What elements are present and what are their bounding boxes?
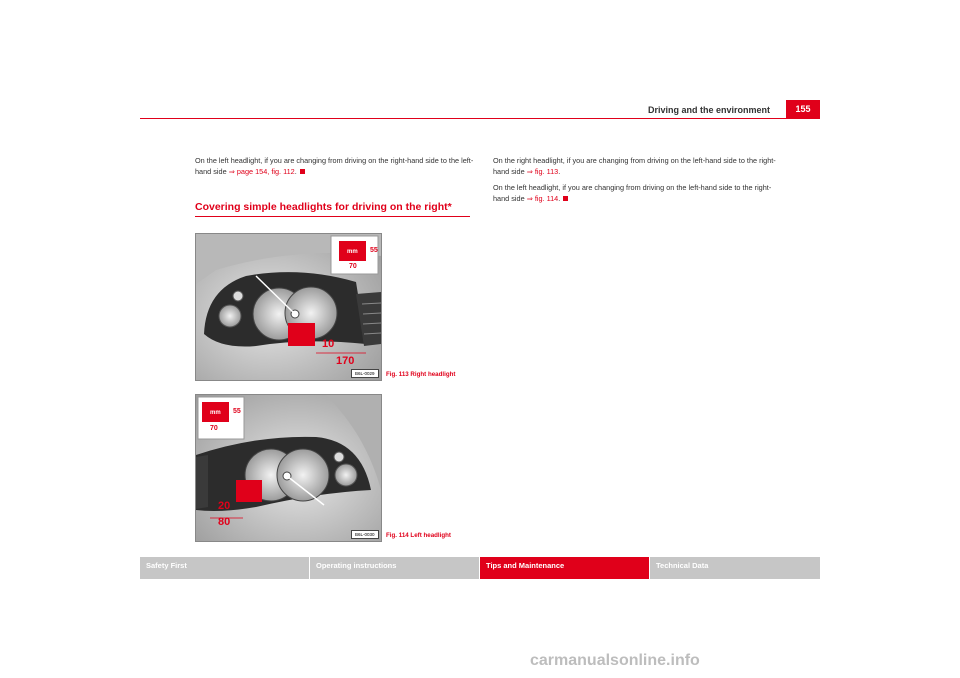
arrow-icon: ⇒ (228, 167, 235, 176)
link-fig-114[interactable]: fig. 114 (532, 194, 559, 203)
dim-small-label: 20 (218, 500, 231, 512)
figure-right-headlight (195, 233, 382, 381)
dim-large-label: 80 (218, 516, 231, 528)
section-heading: Covering simple headlights for driving on the right* (195, 201, 470, 217)
dim-mm-label: mm (347, 249, 358, 255)
page-number: 155 (786, 100, 820, 118)
para2-end: . (558, 194, 561, 203)
intro-text: On the left headlight, if you are changing from driving on the right-hand side to the left-hand side (195, 156, 474, 176)
tab-safety-first[interactable]: Safety First (140, 557, 309, 579)
para1-end: . (558, 167, 561, 176)
tab-tips-and-maintenance[interactable]: Tips and Maintenance (480, 557, 649, 579)
figure-caption-113: Fig. 113 Right headlight (386, 371, 456, 378)
figure-code: B6L-0030 (351, 530, 379, 539)
dim-55-label: 55 (370, 247, 378, 254)
tab-technical-data[interactable]: Technical Data (650, 557, 820, 579)
arrow-icon: ⇒ (526, 167, 533, 176)
page-header-title: Driving and the environment (647, 105, 770, 115)
figure-caption-114: Fig. 114 Left headlight (386, 532, 451, 539)
dim-large-label: 170 (336, 355, 355, 367)
left-intro-paragraph (195, 155, 475, 177)
watermark-text: carmanualsonline.info (530, 652, 700, 669)
link-fig-113[interactable]: fig. 113 (532, 167, 559, 176)
dim-70-label: 70 (349, 263, 357, 270)
dim-mm-label: mm (210, 410, 221, 416)
header-rule (140, 118, 820, 119)
end-of-section-icon (563, 196, 568, 201)
figure-code: B6L-0029 (351, 369, 379, 378)
end-of-section-icon (300, 169, 305, 174)
para2-text: On the left headlight, if you are changing from driving on the left-hand side to the right-hand side (493, 183, 772, 203)
dim-small-label: 10 (322, 338, 335, 350)
link-page-154-fig-112[interactable]: page 154, fig. 112 (234, 167, 295, 176)
figure-left-headlight (195, 394, 382, 542)
dim-55-label: 55 (233, 408, 241, 415)
dim-70-label: 70 (210, 425, 218, 432)
intro-end: . (294, 167, 297, 176)
para1-text: On the right headlight, if you are changing from driving on the left-hand side to the right-hand side (493, 156, 776, 176)
right-paragraph-1 (493, 155, 778, 177)
tab-operating-instructions[interactable]: Operating instructions (310, 557, 479, 579)
right-paragraph-2 (493, 182, 778, 204)
arrow-icon: ⇒ (526, 194, 533, 203)
